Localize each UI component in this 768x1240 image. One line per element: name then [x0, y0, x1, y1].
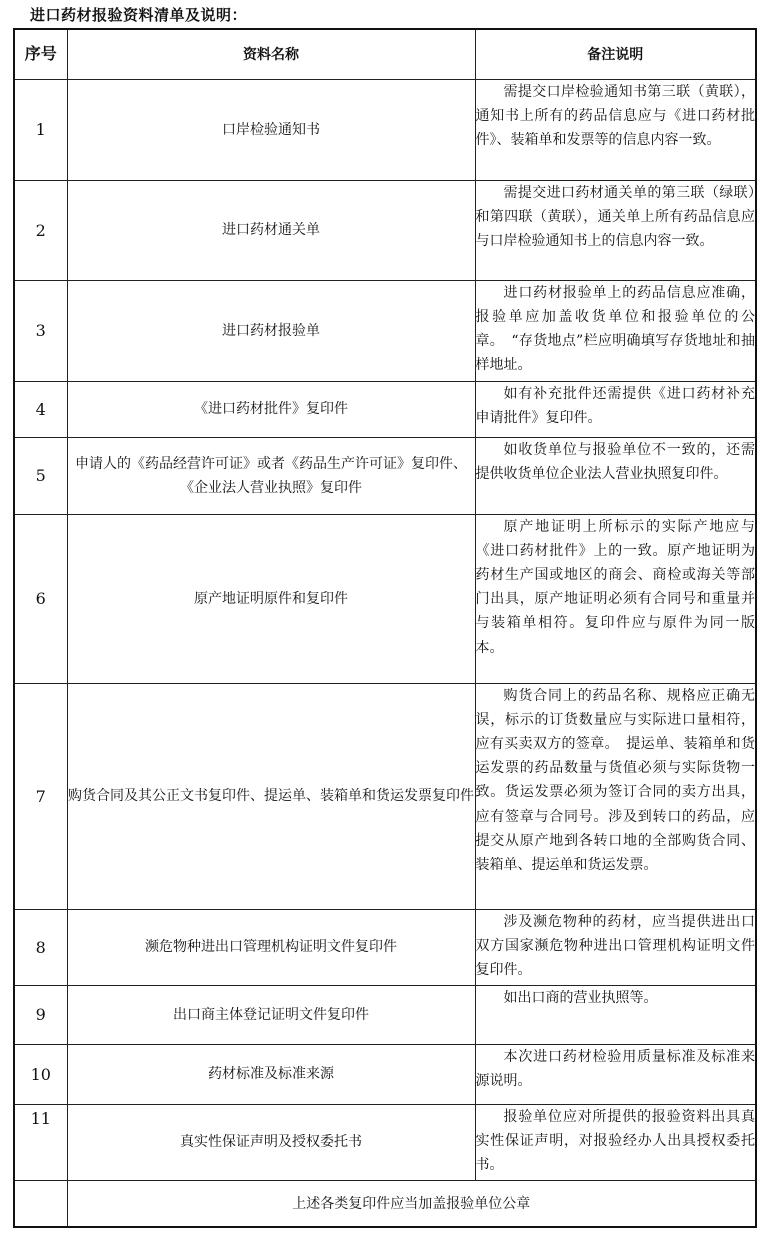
- row-seq: 9: [14, 985, 67, 1044]
- table-row: [14, 180, 756, 280]
- row-note-text: 需提交口岸检验通知书第三联（黄联），通知书上所有的药品信息应与《进口药材批件》、装箱单和发票等的信息内容一致。: [475, 83, 755, 148]
- row-note: [475, 1104, 756, 1180]
- row-seq: 2: [14, 180, 67, 280]
- row-name: 原产地证明原件和复印件: [67, 514, 475, 683]
- row-seq: 1: [14, 79, 67, 180]
- table-header-row: [14, 29, 756, 79]
- row-note: [475, 683, 756, 909]
- row-note-text: 如收货单位与报验单位不一致的，还需提供收货单位企业法人营业执照复印件。: [475, 441, 755, 482]
- footer-note: 上述各类复印件应当加盖报验单位公章: [67, 1180, 756, 1227]
- row-seq: 4: [14, 381, 67, 437]
- row-name: 申请人的《药品经营许可证》或者《药品生产许可证》复印件、《企业法人营业执照》复印件: [67, 437, 475, 514]
- row-note: [475, 1044, 756, 1104]
- row-name: 真实性保证声明及授权委托书: [67, 1104, 475, 1180]
- row-seq: 5: [14, 437, 67, 514]
- row-seq: 11: [14, 1104, 67, 1180]
- header-seq: 序号: [14, 29, 67, 79]
- row-note-text: 如有补充批件还需提供《进口药材补充申请批件》复印件。: [475, 385, 755, 426]
- footer-empty-cell: [14, 1180, 67, 1227]
- row-seq: 6: [14, 514, 67, 683]
- document-title: 进口药材报验资料清单及说明：: [30, 6, 248, 24]
- row-note: [475, 985, 756, 1044]
- row-name: 《进口药材批件》复印件: [67, 381, 475, 437]
- table-row: [14, 1104, 756, 1180]
- table-row: [14, 437, 756, 514]
- table-row: [14, 280, 756, 381]
- row-note-text: 需提交进口药材通关单的第三联（绿联）和第四联（黄联），通关单上所有药品信息应与口岸检验通知书上的信息内容一致。: [475, 184, 755, 249]
- header-note: 备注说明: [475, 29, 756, 79]
- row-note-text: 原产地证明上所标示的实际产地应与《进口药材批件》上的一致。原产地证明为药材生产国或地区的商会、商检或海关等部门出具，原产地证明必须有合同号和重量并与装箱单相符。复印件应与原件为同一版本。: [475, 518, 755, 656]
- table-row: [14, 381, 756, 437]
- row-note: [475, 79, 756, 180]
- row-seq: 3: [14, 280, 67, 381]
- table-row: [14, 683, 756, 909]
- row-seq: 8: [14, 909, 67, 985]
- row-name: 进口药材通关单: [67, 180, 475, 280]
- table-row: [14, 514, 756, 683]
- row-name: 濒危物种进出口管理机构证明文件复印件: [67, 909, 475, 985]
- row-note-text: 购货合同上的药品名称、规格应正确无误，标示的订货数量应与实际进口量相符，应有买卖双方的签章。 提运单、装箱单和货运发票的药品数量与货值必须与实际货物一致。货运发票必须为签订合同的卖方出具，应有签章与合同号。涉及到转口的药品，应提交从原产地到各转口地的全部购货合同、装箱单、提运单和货运发票。: [475, 687, 755, 873]
- row-note: [475, 437, 756, 514]
- row-note-text: 本次进口药材检验用质量标准及标准来源说明。: [475, 1048, 755, 1089]
- row-name: 出口商主体登记证明文件复印件: [67, 985, 475, 1044]
- table-row: [14, 1044, 756, 1104]
- row-name: 药材标准及标准来源: [67, 1044, 475, 1104]
- row-seq: 7: [14, 683, 67, 909]
- row-note: [475, 381, 756, 437]
- table-footer-row: [14, 1180, 756, 1227]
- row-note-text: 报验单位应对所提供的报验资料出具真实性保证声明，对报验经办人出具授权委托书。: [475, 1108, 755, 1173]
- row-note-text: 涉及濒危物种的药材，应当提供进出口双方国家濒危物种进出口管理机构证明文件复印件。: [475, 913, 755, 978]
- row-note-text: 进口药材报验单上的药品信息应准确，报验单应加盖收货单位和报验单位的公章。 “存货地点”栏应明确填写存货地址和抽样地址。: [475, 284, 755, 374]
- row-note: [475, 280, 756, 381]
- row-note: [475, 909, 756, 985]
- table-row: [14, 985, 756, 1044]
- row-seq: 10: [14, 1044, 67, 1104]
- row-name: 进口药材报验单: [67, 280, 475, 381]
- materials-table: [13, 28, 757, 1228]
- row-note: [475, 514, 756, 683]
- table-row: [14, 79, 756, 180]
- row-name: 购货合同及其公正文书复印件、提运单、装箱单和货运发票复印件: [67, 683, 475, 909]
- table-row: [14, 909, 756, 985]
- row-name: 口岸检验通知书: [67, 79, 475, 180]
- header-name: 资料名称: [67, 29, 475, 79]
- row-note-text: 如出口商的营业执照等。: [503, 989, 658, 1006]
- row-note: [475, 180, 756, 280]
